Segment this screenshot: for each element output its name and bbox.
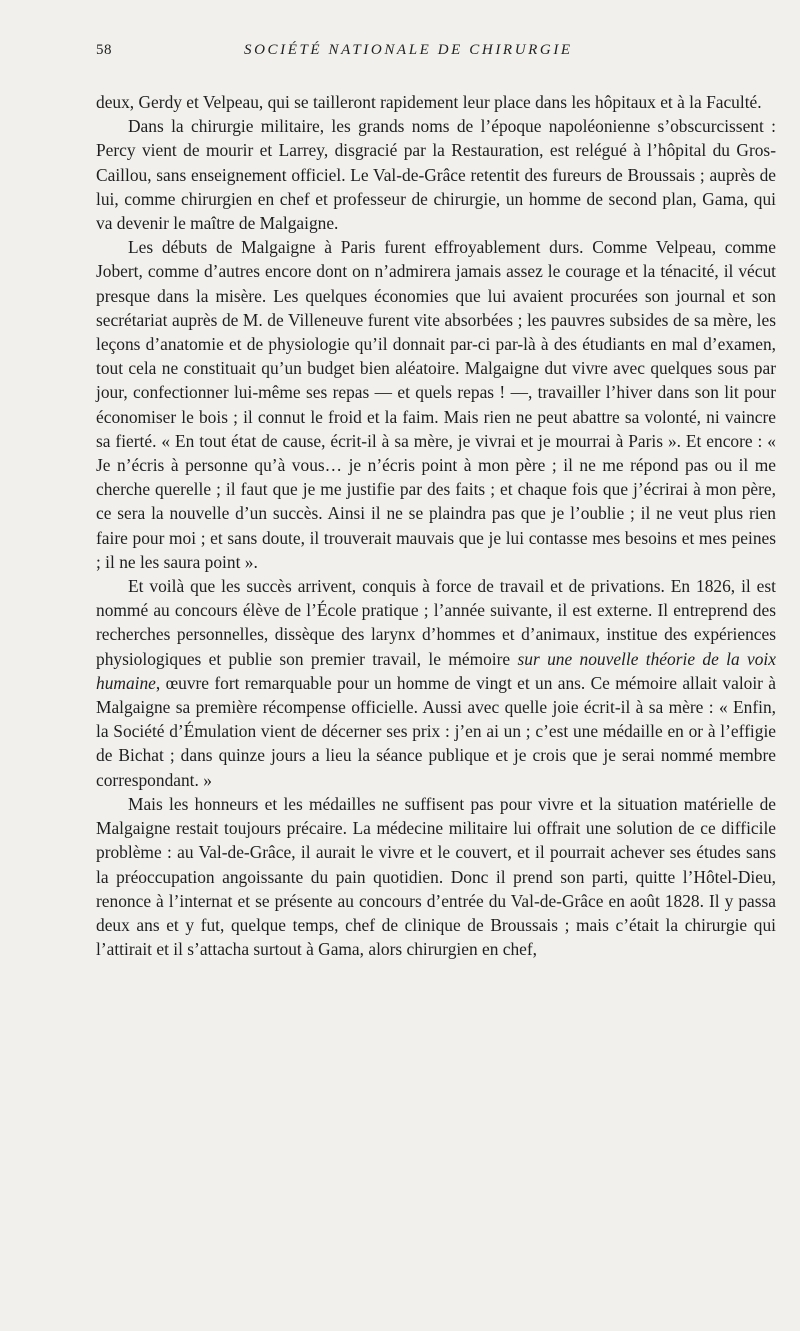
paragraph-text: Et voilà que les succès arrivent, conquis à force de travail et de privations. En 1826, il est nommé au concours élève de l’École pratique ; l’année suivante, il est externe. Il entreprend des recherches personnelles, dissèque des larynx d’hommes et d’animaux, institue des expériences physiologiques et publie son premier travail, le mémoire (96, 576, 776, 669)
paragraph (96, 235, 776, 574)
paragraph-text: Dans la chirurgie militaire, les grands noms de l’époque napoléonienne s’obscurcissent : Percy vient de mourir et Larrey, disgracié par la Restauration, est relégué à l’hôpital du Gros-Caillou, sans enseignement officiel. Le Val-de-Grâce retentit des fureurs de Broussais ; auprès de lui, comme chirurgien en chef et professeur de chirurgie, un homme de second plan, Gama, qui va devenir le maître de Malgaigne. (96, 116, 776, 234)
paragraph-text: Mais les honneurs et les médailles ne suffisent pas pour vivre et la situation matérielle de Malgaigne restait toujours précaire. La médecine militaire lui offrait une solution de ce difficile problème : au Val-de-Grâce, il aurait le vivre et le couvert, et il pourrait achever ses études sans la préoccupation angoissante du pain quotidien. Donc il prend son parti, quitte l’Hôtel-Dieu, renonce à l’internat et se présente au concours d’entrée du Val-de-Grâce en août 1828. Il y passa deux ans et y fut, quelque temps, chef de clinique de Broussais ; mais c’était la chirurgie qui l’attirait et il s’attacha surtout à Gama, alors chirurgien en chef, (96, 793, 776, 960)
paragraph (96, 574, 776, 792)
running-head (96, 42, 776, 66)
paragraph (96, 792, 776, 961)
paragraph (96, 90, 776, 114)
paragraph (96, 114, 776, 235)
paragraph-text: Les débuts de Malgaigne à Paris furent effroyablement durs. Comme Velpeau, comme Jobert, comme d’autres encore dont on n’admirera jamais assez le courage et la ténacité, il vécut presque dans la misère. Les quelques économies que lui avaient procurées son journal et son secrétariat auprès de M. de Villeneuve furent vite absorbées ; les pauvres subsides de sa mère, les leçons d’anatomie et de physiologie qu’il donnait par-ci par-là à des étudiants en mal d’examen, tout cela ne constituait qu’un budget bien aléatoire. Malgaigne dut vivre avec quelques sous par jour, confectionner lui-même ses repas — et quels repas ! —, travailler l’hiver dans son lit pour économiser le bois ; il connut le froid et la faim. Mais rien ne peut abattre sa volonté, ni vaincre sa fierté. « En tout état de cause, écrit-il à sa mère, je vivrai et je mourrai à Paris ». Et encore : « Je n’écris à personne qu’à vous… je n’écris point à mon père ; il ne me répond pas ou il me cherche querelle ; il faut que je me justifie par des faits ; et chaque fois que j’écrirai à mon père, ce sera la nouvelle d’un succès. Ainsi il ne se plaindra pas que je l’oublie ; il ne veut plus rien faire pour moi ; et sans doute, il trouverait mauvais que je lui contasse mes besoins et mes peines ; il ne les saura point ». (96, 237, 776, 572)
book-page (96, 42, 776, 961)
italic-title: sur une nouvelle théorie de la voix humaine (96, 648, 776, 693)
page-number: 58 (96, 42, 112, 58)
running-title: SOCIÉTÉ NATIONALE DE CHIRURGIE (244, 42, 573, 58)
paragraph-text: deux, Gerdy et Velpeau, qui se tailleront rapidement leur place dans les hôpitaux et à la Faculté. (96, 92, 762, 112)
paragraph-text: , œuvre fort remarquable pour un homme de vingt et un ans. Ce mémoire allait valoir à Malgaigne sa première récompense officielle. Aussi avec quelle joie écrit-il à sa mère : « Enfin, la Société d’Émulation vient de décerner ses prix : j’en ai un ; c’est une médaille en or à l’effigie de Bichat ; dans quinze jours a lieu la séance publique et je crois que je serai nommé membre correspondant. » (96, 672, 776, 790)
body-text (96, 90, 776, 961)
